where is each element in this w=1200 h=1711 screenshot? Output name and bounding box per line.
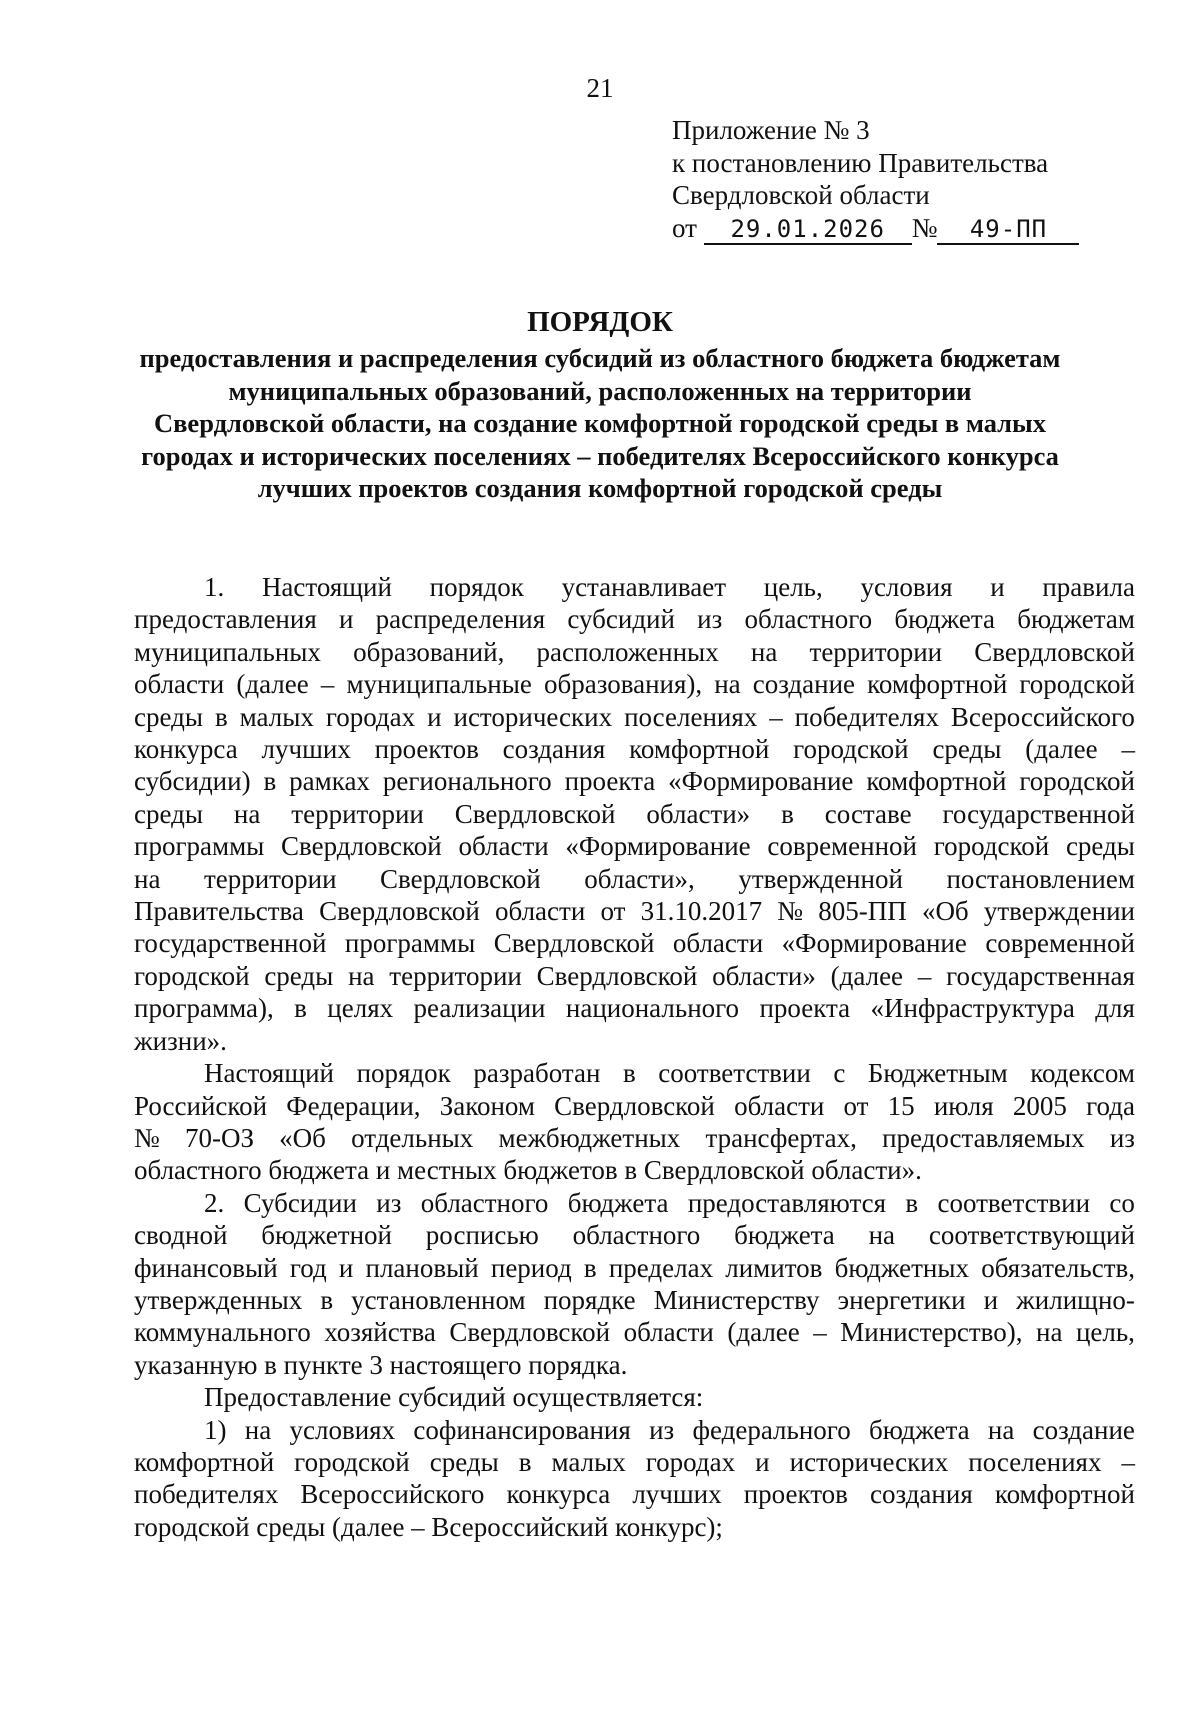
word: бюджета: [567, 1187, 669, 1218]
line-text: городской среды (далее – Всероссийский конкурс);: [134, 1511, 723, 1542]
word: проектов: [743, 1479, 848, 1510]
word: утвержденной: [738, 863, 903, 894]
word: со: [1109, 1187, 1135, 1218]
word: государственная: [946, 960, 1135, 991]
resolution-date: 29.01.2026: [730, 214, 885, 243]
word: в: [263, 766, 277, 797]
body-line: [134, 830, 1135, 862]
word: городской: [294, 1446, 410, 1477]
word: городской: [793, 734, 909, 765]
word: субсидии): [134, 766, 251, 797]
line-text: областного бюджета и местных бюджетов в Свердловской области».: [134, 1155, 922, 1186]
word: кодексом: [1030, 1058, 1135, 1089]
body-line: [134, 895, 1135, 927]
word: программа),: [134, 993, 274, 1024]
word: расположенных: [536, 636, 719, 667]
word: государственной: [942, 798, 1135, 829]
word: и: [983, 1284, 999, 1315]
body-line: [134, 733, 1135, 765]
word: соответствующий: [928, 1220, 1135, 1251]
word: в: [294, 993, 307, 1024]
word: «Формирование: [668, 766, 854, 797]
word: отдельных: [351, 1122, 474, 1153]
appendix-title: Приложение № 3: [672, 115, 870, 145]
word: лимитов: [725, 1252, 823, 1283]
word: 1.: [204, 572, 225, 602]
body-line: [134, 1284, 1135, 1316]
document-title: ПОРЯДОК: [527, 306, 673, 338]
word: обязательств,: [981, 1252, 1135, 1283]
body-line: [134, 960, 1135, 992]
subtitle-line: лучших проектов создания комфортной городской среды: [257, 473, 943, 503]
body-line: [134, 668, 1135, 700]
word: финансовый: [134, 1252, 278, 1283]
body-line: [134, 603, 1135, 635]
word: софинансирования: [413, 1414, 631, 1445]
word: соответствии: [658, 1058, 811, 1089]
word: (далее: [830, 960, 904, 991]
body-line: [134, 1122, 1135, 1154]
word: и: [990, 572, 1005, 602]
word: в: [781, 798, 794, 829]
word: предоставляемых: [882, 1122, 1085, 1153]
appendix-resolution-ref: к постановлению Правительства: [672, 147, 1049, 178]
subtitle-line: муниципальных образований, расположенных на территории: [228, 375, 972, 406]
word: программы: [344, 928, 476, 959]
word: городской: [1019, 669, 1135, 700]
word: территории: [389, 960, 522, 991]
word: Всероссийского: [950, 701, 1135, 732]
word: предоставляются: [687, 1187, 887, 1218]
word: области»,: [584, 863, 695, 894]
word: трансфертах,: [705, 1122, 857, 1153]
word: лучших: [261, 734, 351, 765]
word: комфортной: [866, 766, 1007, 797]
body-line: [134, 1187, 1135, 1219]
word: проектов: [374, 734, 479, 765]
word: 2.: [204, 1187, 225, 1218]
word: Свердловской: [281, 831, 442, 862]
word: утверждении: [983, 896, 1135, 927]
body-line: [134, 1478, 1135, 1510]
word: Правительства: [134, 896, 304, 927]
word: из: [376, 1187, 402, 1218]
word: конкурса: [134, 734, 238, 765]
word: разработан: [473, 1058, 601, 1089]
subtitle-line: городах и исторических поселениях – победителях Всероссийского конкурса: [141, 440, 1059, 471]
word: государственной: [134, 928, 327, 959]
word: бюджета: [734, 1220, 835, 1251]
page-number: 21: [586, 73, 614, 103]
word: от: [843, 1090, 869, 1121]
word: проекта: [564, 766, 656, 797]
word: создания: [502, 734, 606, 765]
word: среды: [932, 734, 1002, 765]
word: в: [214, 701, 228, 732]
word: порядок: [429, 572, 524, 602]
word: жилищно-: [1016, 1284, 1135, 1315]
line-text: Предоставление субсидий осуществляется:: [204, 1382, 704, 1413]
body-line: [134, 1381, 1135, 1413]
word: и: [338, 1252, 354, 1283]
word: период: [490, 1252, 572, 1283]
word: на: [244, 1414, 272, 1445]
body-line: [134, 863, 1135, 895]
word: образования),: [543, 669, 703, 700]
word: пределах: [608, 1252, 714, 1283]
word: области: [495, 896, 586, 927]
word: для: [1095, 993, 1135, 1024]
word: –: [813, 1317, 827, 1348]
word: на: [714, 669, 741, 700]
word: Бюджетным: [867, 1058, 1008, 1089]
word: коммунального: [134, 1317, 311, 1348]
word: Свердловской: [319, 896, 480, 927]
word: цель,: [763, 572, 823, 602]
word: национального: [565, 993, 740, 1024]
word: лучших: [632, 1479, 722, 1510]
word: «Об: [279, 1122, 326, 1153]
word: на: [750, 636, 778, 667]
subtitle-line: Свердловской области, на создание комфортной городской среды в малых: [153, 408, 1046, 438]
document-subtitle: [0, 342, 1200, 505]
word: бюджетных: [834, 1252, 970, 1283]
word: 31.10.2017: [640, 896, 763, 927]
word: в: [518, 1446, 532, 1477]
word: Настоящий: [261, 572, 392, 602]
word: –: [1121, 1446, 1135, 1477]
word: бюджета: [894, 604, 996, 635]
word: из: [649, 1414, 675, 1445]
word: Свердловской: [554, 1090, 715, 1121]
word: областного: [420, 1187, 549, 1218]
word: городах: [325, 701, 416, 732]
word: хозяйства: [324, 1317, 436, 1348]
word: территории: [291, 798, 424, 829]
body-line: [134, 1219, 1135, 1251]
word: комфортной: [867, 669, 1008, 700]
word: среды: [134, 701, 203, 732]
word: победителях: [134, 1479, 279, 1510]
body-line: [134, 1511, 1135, 1543]
word: реализации: [413, 993, 546, 1024]
body-line: [134, 1316, 1135, 1348]
word: –: [769, 701, 783, 732]
resolution-number: 49-ПП: [969, 214, 1048, 243]
word: –: [320, 669, 335, 700]
body-line: [134, 1057, 1135, 1089]
word: установленном: [351, 1284, 526, 1315]
word: от: [600, 896, 626, 927]
body-line: [134, 927, 1135, 959]
word: современной: [767, 831, 917, 862]
word: городской: [933, 831, 1050, 862]
word: области»: [712, 960, 816, 991]
word: городской: [134, 960, 250, 991]
word: среды: [1065, 831, 1135, 862]
word: проекта: [759, 993, 851, 1024]
word: Всероссийского: [300, 1479, 485, 1510]
word: регионального: [382, 766, 552, 797]
word: создание: [1032, 1414, 1135, 1445]
word: Настоящий: [204, 1058, 335, 1089]
word: муниципальных: [134, 636, 321, 667]
word: порядок: [356, 1058, 451, 1089]
word: с: [833, 1058, 846, 1089]
word: Российской: [134, 1090, 268, 1121]
word: малых: [239, 701, 314, 732]
word: Законом: [439, 1090, 535, 1121]
word: «Формирование: [565, 831, 751, 862]
word: образований,: [353, 636, 505, 667]
word: росписью: [425, 1220, 539, 1251]
word: создания: [870, 1479, 973, 1510]
body-line: [134, 1252, 1135, 1284]
word: бюджета: [868, 1414, 970, 1445]
appendix-block: [672, 114, 1092, 245]
word: №: [134, 1122, 160, 1153]
word: областного: [744, 604, 873, 635]
word: бюджетам: [1017, 604, 1135, 635]
word: 1): [204, 1414, 227, 1445]
word: (далее: [236, 669, 309, 700]
word: области: [458, 831, 549, 862]
word: (далее: [727, 1317, 800, 1348]
word: среды: [429, 1446, 499, 1477]
word: Свердловской: [493, 928, 655, 959]
word: составе: [824, 798, 912, 829]
word: утвержденных: [134, 1284, 303, 1315]
word: условия: [860, 572, 953, 602]
word: год: [289, 1252, 327, 1283]
word: субсидий: [567, 604, 675, 635]
word: цель,: [1075, 1317, 1135, 1348]
body-line: [134, 571, 1135, 603]
word: области: [623, 1317, 714, 1348]
word: Свердловской: [454, 798, 616, 829]
word: победителях: [794, 701, 939, 732]
word: Свердловской: [536, 960, 698, 991]
word: «Формирование: [781, 928, 967, 959]
number-field: [937, 214, 1079, 245]
body-line: [134, 1090, 1135, 1122]
word: малых: [551, 1446, 626, 1477]
word: на: [233, 798, 261, 829]
body-line: [134, 701, 1135, 733]
word: исторических: [453, 701, 613, 732]
word: современной: [985, 928, 1135, 959]
word: целях: [327, 993, 394, 1024]
word: на: [1036, 1317, 1063, 1348]
word: на: [134, 863, 161, 894]
word: (далее: [1025, 734, 1098, 765]
body-line: [134, 798, 1135, 830]
word: области: [734, 1090, 825, 1121]
word: 15: [887, 1090, 915, 1121]
line-text: указанную в пункте 3 настоящего порядка.: [134, 1349, 628, 1380]
word: конкурса: [506, 1479, 611, 1510]
word: –: [917, 960, 932, 991]
word: Свердловской: [974, 636, 1135, 667]
appendix-date-number-line: [672, 212, 1092, 245]
word: 70-ОЗ: [184, 1122, 254, 1153]
body-line: [134, 765, 1135, 797]
word: области: [134, 669, 225, 700]
word: поселениях: [624, 701, 758, 732]
word: предоставления: [134, 604, 317, 635]
line-text: жизни».: [134, 1025, 227, 1056]
word: 2005: [1012, 1090, 1067, 1121]
body-line: [134, 1154, 1135, 1186]
word: на: [987, 1414, 1015, 1445]
word: областного: [572, 1220, 701, 1251]
word: в: [905, 1187, 919, 1218]
word: Министерство),: [840, 1317, 1023, 1348]
word: создание: [752, 669, 856, 700]
word: порядке: [543, 1284, 636, 1315]
body-line: [134, 636, 1135, 668]
word: Субсидии: [243, 1187, 357, 1218]
word: исторических: [789, 1446, 949, 1477]
word: территории: [203, 863, 337, 894]
word: муниципальные: [346, 669, 532, 700]
word: и: [755, 1446, 770, 1477]
word: территории: [809, 636, 943, 667]
body-line: [134, 1446, 1135, 1478]
word: Федерации,: [286, 1090, 421, 1121]
word: области»: [646, 798, 751, 829]
word: из: [1109, 1122, 1135, 1153]
word: соответствии: [937, 1187, 1091, 1218]
appendix-region: Свердловской области: [672, 180, 930, 210]
body-line: [134, 1414, 1135, 1446]
word: на: [868, 1220, 896, 1251]
word: поселениях: [968, 1446, 1102, 1477]
body-line: [134, 1349, 1135, 1381]
date-field: [704, 214, 912, 245]
word: бюджетной: [261, 1220, 392, 1251]
word: комфортной: [134, 1446, 275, 1477]
word: устанавливает: [561, 572, 727, 602]
word: городской: [1019, 766, 1135, 797]
word: 805-ПП: [818, 896, 907, 927]
word: программы: [134, 831, 265, 862]
word: –: [1121, 734, 1135, 765]
word: условиях: [289, 1414, 396, 1445]
word: из: [697, 604, 723, 635]
word: Свердловской: [380, 863, 541, 894]
word: области: [672, 928, 764, 959]
word: «Инфраструктура: [870, 993, 1075, 1024]
word: плановый: [365, 1252, 479, 1283]
word: рамках: [289, 766, 370, 797]
word: и: [427, 701, 442, 732]
word: межбюджетных: [498, 1122, 681, 1153]
word: в: [320, 1284, 334, 1315]
subtitle-line: предоставления и распределения субсидий из областного бюджета бюджетам: [139, 343, 1061, 373]
word: городах: [645, 1446, 736, 1477]
word: в: [583, 1252, 597, 1283]
word: года: [1086, 1090, 1135, 1121]
body-line: [134, 1025, 1135, 1057]
word: постановлением: [946, 863, 1135, 894]
word: правила: [1042, 572, 1135, 602]
word: распределения: [375, 604, 546, 635]
word: сводной: [134, 1220, 228, 1251]
word: энергетики: [837, 1284, 966, 1315]
word: Свердловской: [449, 1317, 611, 1348]
word: июля: [933, 1090, 994, 1121]
word: среды: [264, 960, 334, 991]
date-prefix: от: [672, 212, 697, 243]
word: «Об: [921, 896, 969, 927]
word: комфортной: [629, 734, 770, 765]
word: среды: [134, 798, 203, 829]
word: и: [338, 604, 354, 635]
body-line: [134, 992, 1135, 1024]
word: в: [622, 1058, 636, 1089]
word: комфортной: [994, 1479, 1135, 1510]
word: федерального: [692, 1414, 851, 1445]
number-prefix: №: [911, 212, 938, 243]
word: на: [348, 960, 375, 991]
word: Министерству: [653, 1284, 820, 1315]
word: №: [777, 896, 804, 927]
document-body: [134, 571, 1135, 1543]
